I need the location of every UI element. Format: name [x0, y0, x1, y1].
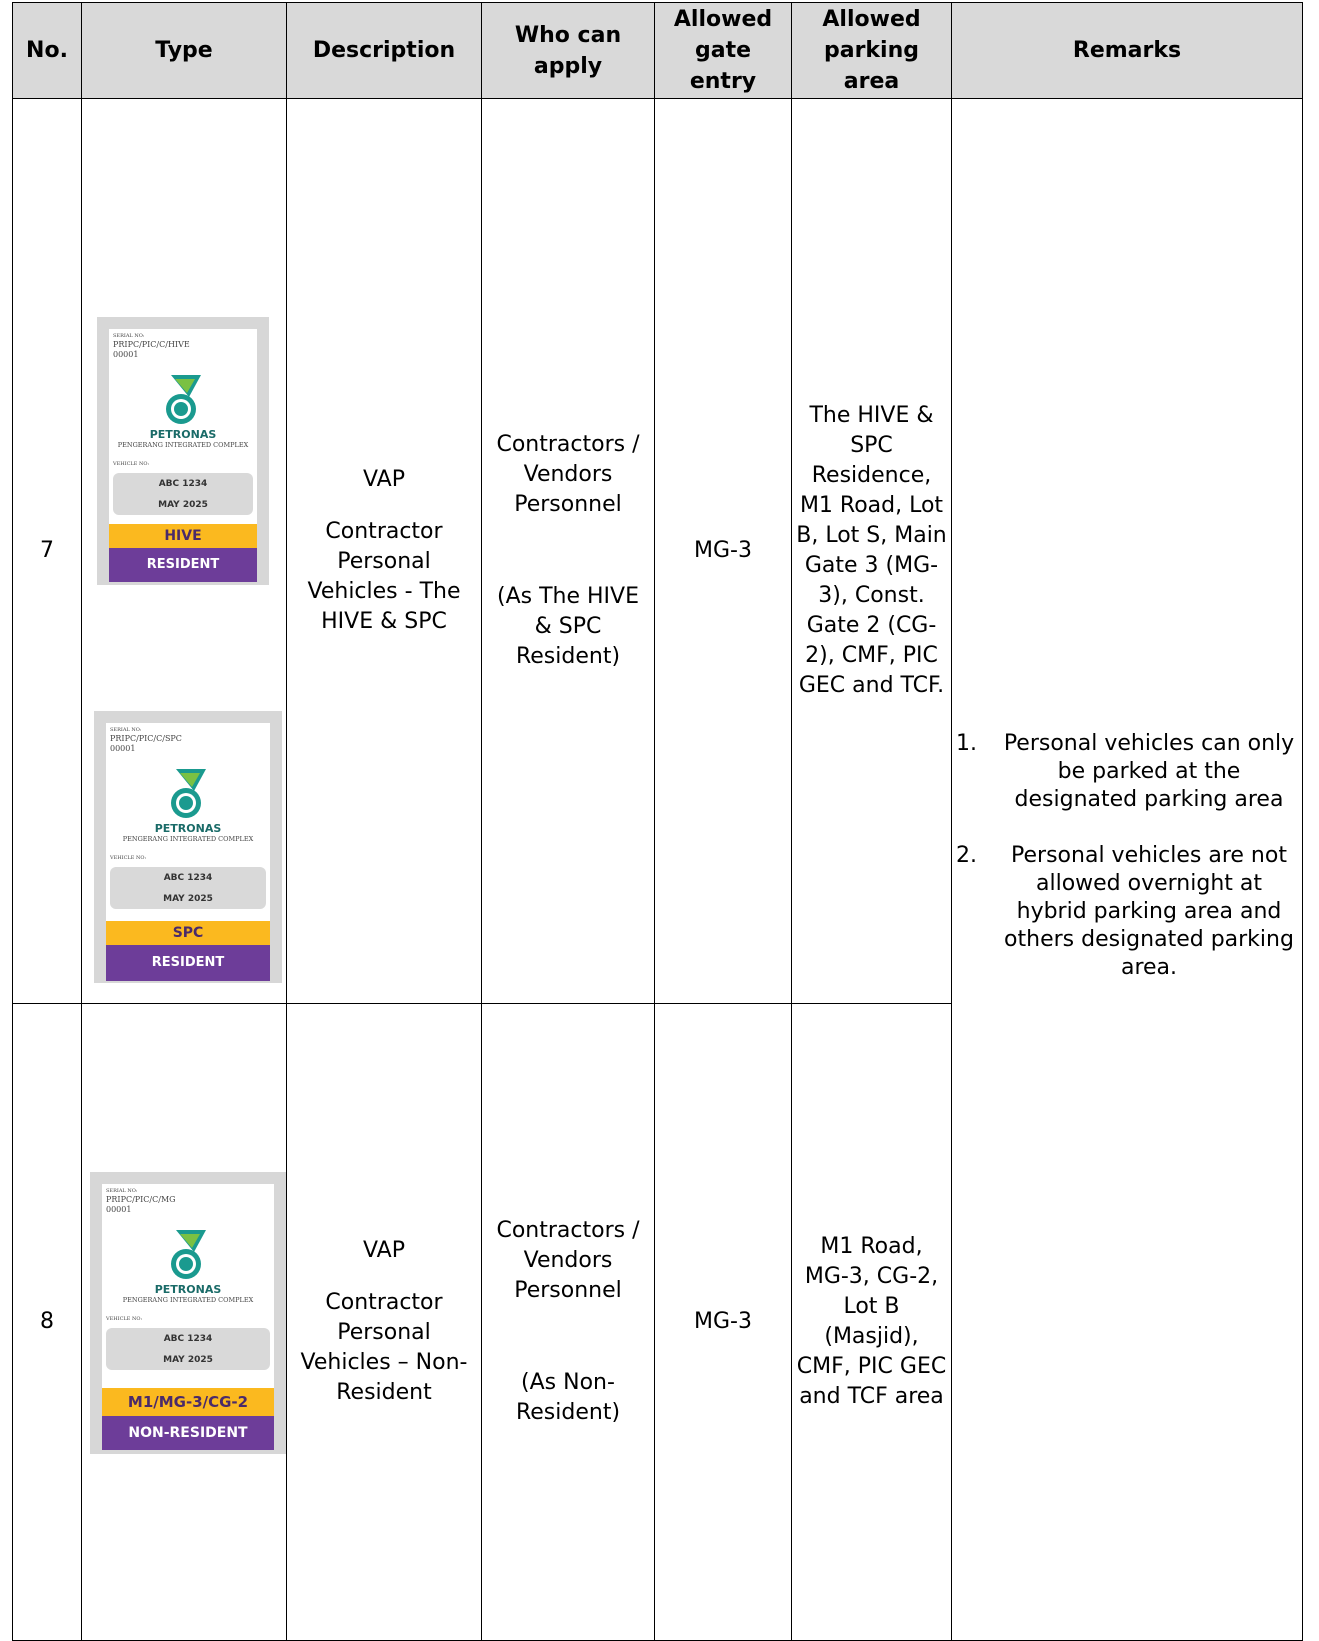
badge-serial: SERIAL NO: PRIPC/PIC/C/SPC 00001 — [110, 727, 182, 753]
badge-plate-number: ABC 1234 — [163, 1334, 213, 1344]
who-can-apply-cell — [482, 99, 655, 1004]
vehicle-access-pass-table — [12, 2, 1303, 1641]
description-text: Contractor Personal Vehicles – Non-Resident — [300, 1290, 468, 1405]
header-type: Type — [82, 3, 287, 99]
who-can-apply-text: Contractors / Vendors Personnel — [496, 1218, 640, 1303]
header-who-can-apply: Who can apply — [482, 3, 655, 99]
description-cell — [287, 1004, 482, 1641]
badge-expiry: MAY 2025 — [158, 500, 208, 510]
remarks-list — [956, 730, 1298, 982]
badge-serial: SERIAL NO: PRIPC/PIC/C/HIVE 00001 — [113, 333, 190, 359]
type-cell — [82, 1004, 287, 1641]
badge-plate-number: ABC 1234 — [163, 873, 213, 883]
badge-brand: PETRONAS — [154, 822, 222, 835]
badge-vehicle-label: VEHICLE NO: — [110, 855, 147, 861]
header-allowed-parking-area: Allowed parking area — [792, 3, 952, 99]
badge-status: RESIDENT — [109, 548, 257, 582]
vehicle-pass-badge-spc — [94, 711, 282, 983]
badge-stack — [82, 99, 286, 1003]
remarks-cell — [952, 99, 1303, 1641]
list-item: 1. Personal vehicles can only be parked at the designated parking area — [956, 730, 1295, 812]
description-title: VAP — [363, 1238, 405, 1263]
parking-area-cell: M1 Road, MG-3, CG-2, Lot B (Masjid), CMF, PIC GEC and TCF area — [792, 1004, 952, 1641]
petronas-logo-icon — [166, 765, 210, 821]
type-cell — [82, 99, 287, 1004]
description-title: VAP — [363, 467, 405, 492]
badge-vehicle-label: VEHICLE NO: — [113, 461, 150, 467]
petronas-logo-icon — [166, 1226, 210, 1282]
table-row — [13, 99, 1303, 1004]
row-number: 8 — [13, 1004, 82, 1641]
badge-serial: SERIAL NO: PRIPC/PIC/C/MG 00001 — [106, 1188, 176, 1214]
who-can-apply-note: (As Non-Resident) — [515, 1370, 621, 1425]
badge-plate — [113, 473, 253, 515]
who-can-apply-text: Contractors / Vendors Personnel — [496, 432, 640, 517]
badge-vehicle-label: VEHICLE NO: — [106, 1316, 143, 1322]
petronas-logo-icon — [161, 371, 205, 427]
badge-status: NON-RESIDENT — [102, 1416, 274, 1450]
badge-card — [109, 329, 257, 571]
vehicle-pass-badge-hive — [97, 317, 269, 585]
badge-zone: SPC — [106, 921, 270, 945]
header-remarks: Remarks — [952, 3, 1303, 99]
badge-complex: PENGERANG INTEGRATED COMPLEX — [122, 1296, 254, 1304]
who-can-apply-note: (As The HIVE & SPC Resident) — [497, 584, 639, 669]
row-number: 7 — [13, 99, 82, 1004]
description-text: Contractor Personal Vehicles - The HIVE & SPC — [307, 519, 461, 634]
badge-zone: HIVE — [109, 524, 257, 548]
gate-entry-cell: MG-3 — [655, 99, 792, 1004]
list-item: 2. Personal vehicles are not allowed overnight at hybrid parking area and others designated parking area. — [956, 842, 1294, 980]
badge-stack — [82, 1004, 286, 1640]
badge-status: RESIDENT — [106, 945, 270, 981]
badge-complex: PENGERANG INTEGRATED COMPLEX — [117, 441, 249, 449]
gate-entry-cell: MG-3 — [655, 1004, 792, 1641]
who-can-apply-cell — [482, 1004, 655, 1641]
vehicle-pass-badge-non-resident — [90, 1172, 286, 1454]
badge-expiry: MAY 2025 — [163, 894, 213, 904]
header-no: No. — [13, 3, 82, 99]
badge-expiry: MAY 2025 — [163, 1355, 213, 1365]
badge-zone: M1/MG-3/CG-2 — [102, 1388, 274, 1416]
badge-brand: PETRONAS — [154, 1283, 222, 1296]
badge-complex: PENGERANG INTEGRATED COMPLEX — [122, 835, 254, 843]
header-allowed-gate-entry: Allowed gate entry — [655, 3, 792, 99]
badge-plate — [106, 1328, 270, 1370]
description-cell — [287, 99, 482, 1004]
badge-plate-number: ABC 1234 — [158, 479, 208, 489]
parking-area-cell: The HIVE & SPC Residence, M1 Road, Lot B, Lot S, Main Gate 3 (MG-3), Const. Gate 2 (CG-2), CMF, PIC GEC and TCF. — [792, 99, 952, 1004]
badge-card — [106, 723, 270, 969]
badge-brand: PETRONAS — [149, 428, 217, 441]
header-row — [13, 3, 1303, 99]
header-description: Description — [287, 3, 482, 99]
badge-card — [102, 1184, 274, 1440]
badge-plate — [110, 867, 266, 909]
